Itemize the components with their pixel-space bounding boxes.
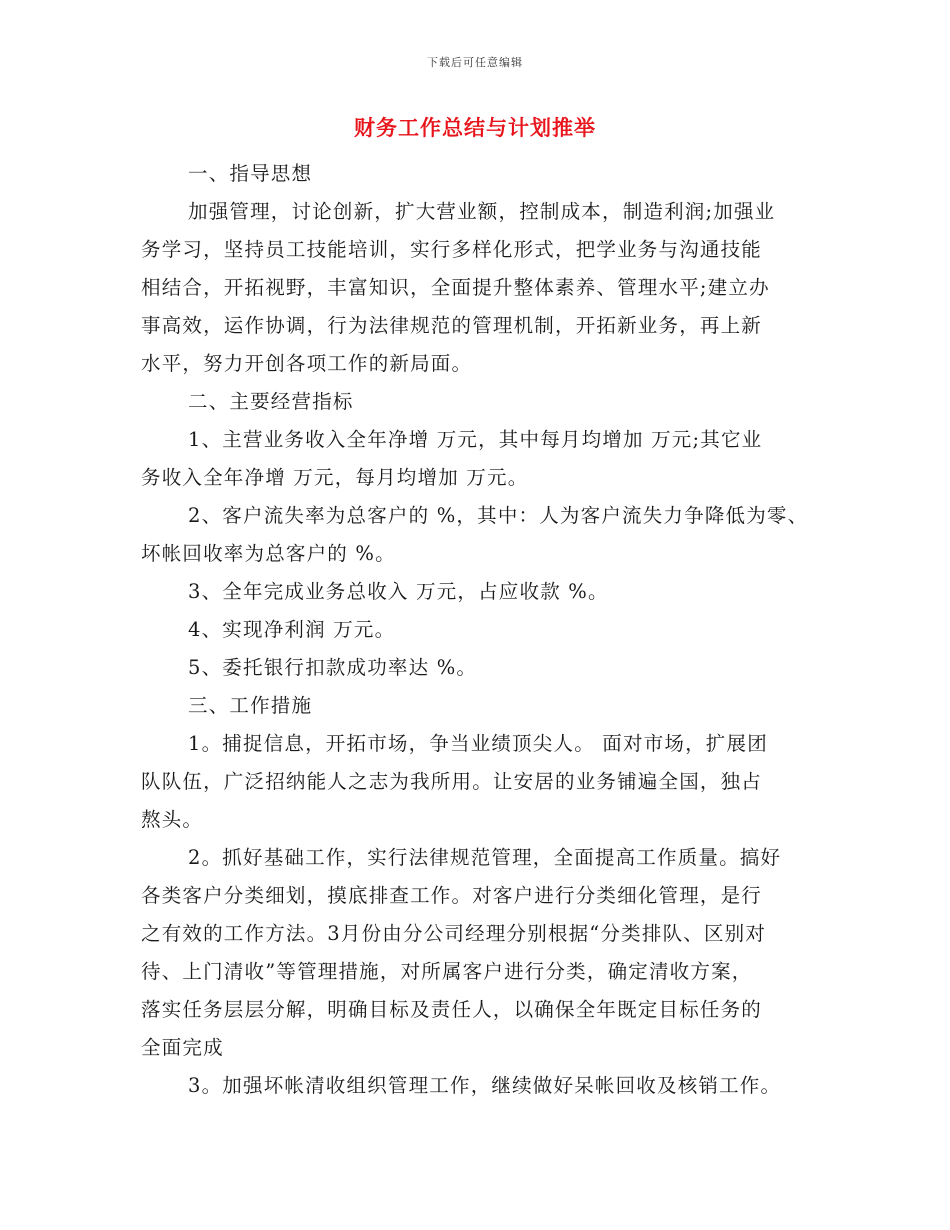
paragraph-line: 队队伍，广泛招纳能人之志为我所用。让安居的业务铺遍全国，独占 bbox=[141, 770, 763, 793]
paragraph-line: 各类客户分类细划，摸底排查工作。对客户进行分类细化管理，是行 bbox=[141, 884, 763, 907]
list-item-line: 2、客户流失率为总客户的 %，其中：人为客户流失力争降低为零、 bbox=[188, 504, 809, 527]
list-item-line: 1、主营业务收入全年净增 万元，其中每月均增加 万元;其它业 bbox=[188, 428, 763, 451]
section-heading-work-measures: 三、工作措施 bbox=[188, 694, 313, 717]
list-item-line: 4、实现净利润 万元。 bbox=[188, 618, 396, 641]
document-title: 财务工作总结与计划推举 bbox=[354, 115, 596, 140]
paragraph-line: 3。加强坏帐清收组织管理工作，继续做好呆帐回收及核销工作。 bbox=[188, 1074, 782, 1097]
page-header: 下载后可任意编辑 bbox=[427, 56, 523, 69]
paragraph-line: 之有效的工作方法。3月份由分公司经理分别根据“分类排队、区别对 bbox=[141, 922, 767, 945]
document-body bbox=[141, 155, 831, 1105]
paragraph-line: 落实任务层层分解，明确目标及责任人，以确保全年既定目标任务的 bbox=[141, 998, 763, 1021]
paragraph-line: 相结合，开拓视野，丰富知识，全面提升整体素养、管理水平;建立办 bbox=[141, 276, 770, 299]
paragraph-line: 待、上门清收”等管理措施，对所属客户进行分类，确定清收方案， bbox=[141, 960, 753, 983]
list-item-line: 5、委托银行扣款成功率达 %。 bbox=[188, 656, 478, 679]
paragraph-line: 水平，努力开创各项工作的新局面。 bbox=[141, 352, 473, 375]
section-heading-guiding-ideology: 一、指导思想 bbox=[188, 162, 313, 185]
paragraph-line: 加强管理，讨论创新，扩大营业额，控制成本，制造利润;加强业 bbox=[188, 200, 776, 223]
list-item-line: 3、全年完成业务总收入 万元，占应收款 %。 bbox=[188, 580, 609, 603]
paragraph-line: 全面完成 bbox=[141, 1036, 224, 1059]
list-item-line: 坏帐回收率为总客户的 %。 bbox=[141, 542, 396, 565]
paragraph-line: 1。捕捉信息，开拓市场，争当业绩顶尖人。 面对市场，扩展团 bbox=[188, 732, 768, 755]
paragraph-line: 务学习，坚持员工技能培训，实行多样化形式，把学业务与沟通技能 bbox=[141, 238, 763, 261]
list-item-line: 务收入全年净增 万元，每月均增加 万元。 bbox=[141, 466, 529, 489]
paragraph-line: 熬头。 bbox=[141, 808, 204, 831]
paragraph-line: 事高效，运作协调，行为法律规范的管理机制，开拓新业务，再上新 bbox=[141, 314, 763, 337]
section-heading-main-indicators: 二、主要经营指标 bbox=[188, 390, 354, 413]
paragraph-line: 2。抓好基础工作，实行法律规范管理，全面提高工作质量。搞好 bbox=[188, 846, 782, 869]
